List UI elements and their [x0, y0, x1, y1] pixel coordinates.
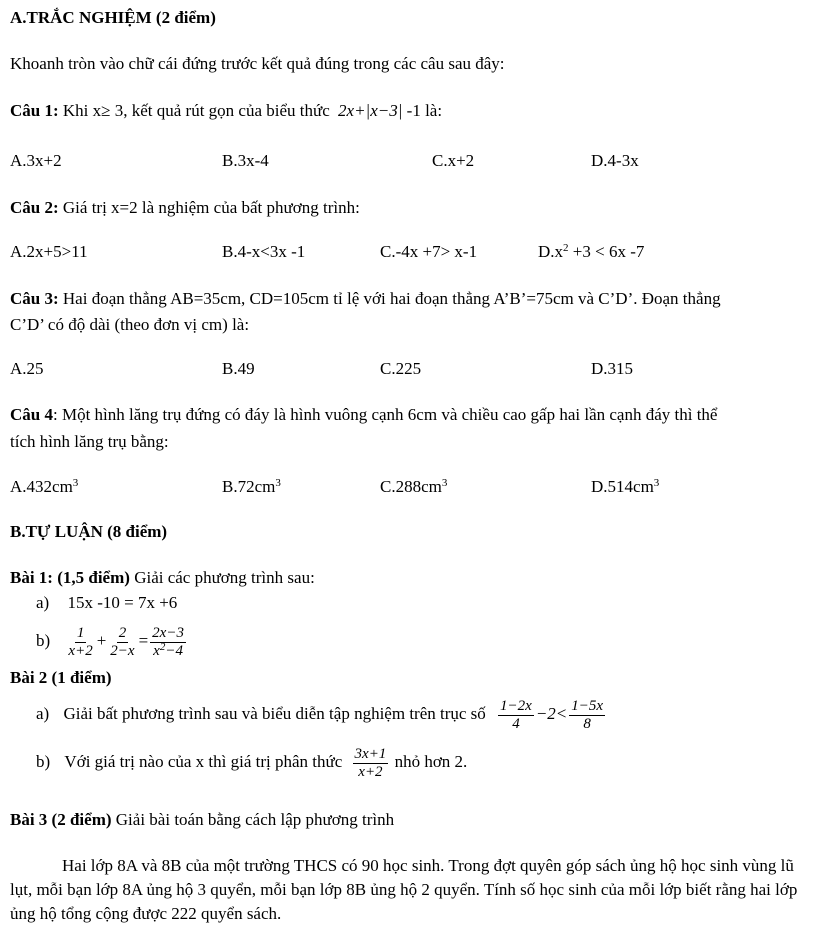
bai-2-b-tail: nhỏ hơn 2.	[394, 752, 468, 771]
q3-line-2: C’D’ có độ dài (theo đơn vị cm) là:	[10, 315, 250, 334]
q1-option-b: B.3x-4	[222, 151, 269, 170]
q4-option-d-sup: 3	[653, 477, 660, 489]
bai-1-b	[36, 621, 188, 661]
q2-option-d	[538, 242, 644, 262]
q2-option-c: C.-4x +7> x-1	[380, 242, 478, 261]
bai-2-a-fraction-2: $\frac{1-5x}{8}$	[571, 697, 604, 732]
q4-option-a	[10, 477, 78, 497]
q1-tail: -1 là:	[406, 101, 443, 120]
instruction: Khoanh tròn vào chữ cái đứng trước kết quả đúng trong các câu sau đây:	[10, 54, 505, 73]
q1-option-d: D.4-3x	[591, 151, 639, 170]
bai-1-a-label: a)	[36, 593, 50, 612]
q4-option-b-text: B.72cm	[222, 477, 276, 496]
bai-2-a	[36, 694, 607, 734]
q3-option-b: B.49	[222, 359, 255, 378]
q4-option-c-text: C.288cm	[380, 477, 442, 496]
q2-option-d-post: +3 < 6x -7	[568, 242, 645, 261]
q4-line-1: : Một hình lăng trụ đứng có đáy là hình vuông cạnh 6cm và chiều cao gấp hai lần cạnh đáy thì thể	[52, 405, 718, 424]
question-2	[10, 198, 360, 218]
bai-2-b-label: b)	[36, 752, 51, 771]
q2-label: Câu 2:	[10, 198, 59, 217]
bai-1-b-equation	[64, 624, 188, 659]
q2-text: Giá trị x=2 là nghiệm của bất phương trình:	[62, 198, 360, 217]
q4-option-c-sup: 3	[441, 477, 448, 489]
bai-1-heading	[10, 568, 315, 588]
bai-2-b-text: Với giá trị nào của x thì giá trị phân thức	[64, 752, 343, 771]
bai-3-heading	[10, 810, 394, 830]
q2-option-d-sup: 2	[563, 242, 569, 254]
bai-2-a-fraction-1: $\frac{1-2x}{4}$	[500, 697, 532, 732]
q1-option-c: C.x+2	[432, 151, 475, 170]
bai-1-label: Bài 1: (1,5 điểm)	[10, 568, 130, 587]
section-a-title: A.TRẮC NGHIỆM	[10, 8, 152, 27]
question-1	[10, 101, 442, 121]
question-4-line-1	[10, 405, 717, 425]
q4-option-a-sup: 3	[72, 477, 79, 489]
section-a-heading	[10, 8, 216, 28]
bai-1-b-fraction-2: $\frac{2}{2-x}$	[110, 624, 135, 659]
q3-option-d: D.315	[591, 359, 634, 378]
q3-option-c: C.225	[380, 359, 422, 378]
equals-sign: =	[138, 631, 149, 650]
q3-line-1: Hai đoạn thẳng AB=35cm, CD=105cm tỉ lệ với hai đoạn thẳng A’B’=75cm và C’D’. Đoạn thẳng	[62, 289, 721, 308]
bai-3-label: Bài 3 (2 điểm)	[10, 810, 112, 829]
bai-2-a-mid: −2<	[535, 704, 568, 723]
bai-2-a-text: Giải bất phương trình sau và biểu diễn tập nghiệm trên trục số	[63, 704, 486, 723]
section-b-heading	[10, 522, 167, 542]
bai-2-a-label: a)	[36, 704, 50, 723]
bai-1-a-text: 15x -10 = 7x +6	[67, 593, 178, 612]
q1-text: Khi x≥ 3, kết quả rút gọn của biểu thức	[62, 101, 330, 120]
q4-option-a-text: A.432cm	[10, 477, 73, 496]
bai-2-b	[36, 742, 467, 782]
bai-1-text: Giải các phương trình sau:	[134, 568, 315, 587]
q4-option-b	[222, 477, 281, 497]
section-a-points: (2 điểm)	[155, 8, 216, 27]
q4-option-d-text: D.514cm	[591, 477, 654, 496]
q2-option-b: B.4-x<3x -1	[222, 242, 306, 261]
q2-option-a: A.2x+5>11	[10, 242, 88, 261]
bai-1-b-fraction-1: $\frac{1}{x+2}$	[68, 624, 93, 659]
q3-label: Câu 3:	[10, 289, 59, 308]
bai-2-label: Bài 2 (1 điểm)	[10, 668, 112, 687]
bai-3-paragraph: Hai lớp 8A và 8B của một trường THCS có 90 học sinh. Trong đợt quyên góp sách ủng hộ học sinh vùng lũ lụt, mỗi bạn lớp 8A ủng hộ 3 quyển, mỗi bạn lớp 8B ủng hộ 2 quyển. Tính số học sinh của mỗi lớp biết rằng hai lớp ủng hộ tổng cộng được 222 quyển sách.	[10, 856, 798, 923]
plus-sign: +	[96, 631, 107, 650]
q4-line-2: tích hình lăng trụ bằng:	[10, 432, 169, 451]
section-b-title: B.TỰ LUẬN (8 điểm)	[10, 522, 168, 541]
bai-2-b-fraction: $\frac{3x+1}{x+2}$	[354, 745, 387, 780]
bai-1-b-label: b)	[36, 631, 51, 650]
bai-1-b-fraction-3: $\frac{2x-3}{x^2-4}$	[152, 624, 184, 659]
q2-option-d-pre: D.x	[538, 242, 564, 261]
bai-3-text: Giải bài toán bằng cách lập phương trình	[115, 810, 395, 829]
q3-option-a: A.25	[10, 359, 44, 378]
q4-option-b-sup: 3	[275, 477, 281, 489]
q4-option-d	[591, 477, 659, 497]
bai-1-a	[36, 593, 177, 613]
q4-option-c	[380, 477, 447, 497]
q1-label: Câu 1:	[10, 101, 59, 120]
bai-2-heading	[10, 668, 112, 688]
question-3-line-1	[10, 289, 721, 309]
q4-label: Câu 4	[10, 405, 53, 424]
q1-option-a: A.3x+2	[10, 151, 62, 170]
q1-expression: 2x+|x−3|	[338, 101, 403, 120]
